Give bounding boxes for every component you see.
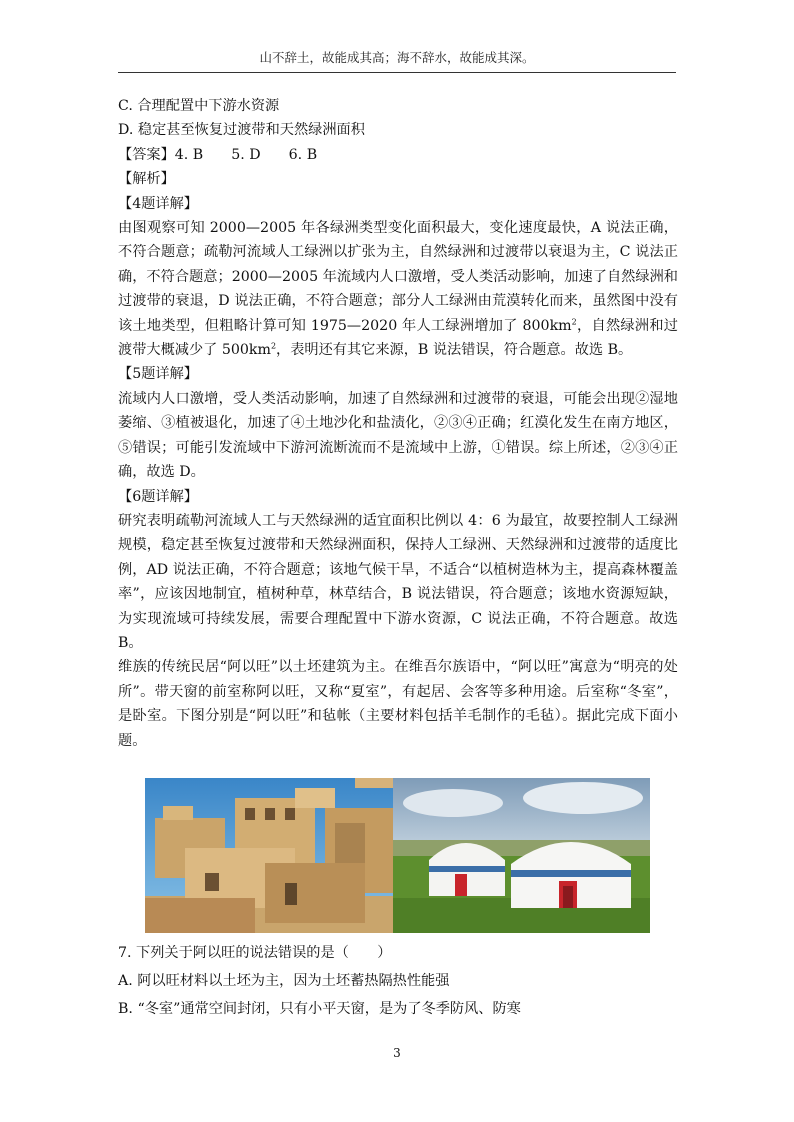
q4-sup-2: 2 [270,341,277,351]
question-7-option-a: A. 阿以旺材料以土坯为主，因为土坯蓄热隔热性能强 [118,973,450,989]
question-7-option-b: B. “冬室”通常空间封闭，只有小平天窗，是为了冬季防风、防寒 [118,1001,521,1017]
q4-explanation [118,216,678,362]
analysis-label: 【解析】 [118,171,175,188]
q5-explanation: 流域内人口激增，受人类活动影响，加速了自然绿洲和过渡带的衰退，可能会出现②湿地萎缩、③植被退化，加速了④土地沙化和盐渍化，②③④正确；红漠化发生在南方地区，⑤错误；可能引发流域中下游河流断流而不是流域中上游，①错误。综上所述，②③④正确，故选 D。 [118,390,678,481]
question-7-block [118,939,678,1023]
q6-heading: 【6题详解】 [118,488,198,505]
answer-line [118,143,678,167]
page-header-motto: 山不辞土，故能成其高；海不辞水，故能成其深。 [259,50,535,65]
question-7-stem: 7. 下列关于阿以旺的说法错误的是（ ） [118,945,392,961]
option-c-previous: C. 合理配置中下游水资源 [118,98,280,114]
q4-sup-1: 2 [571,316,577,326]
header-rule [118,72,676,73]
material-paragraph: 维族的传统民居“阿以旺”以土坯建筑为主。在维吾尔族语中，“阿以旺”寓意为“明亮的处所”。带天窗的前室称阿以旺，又称“夏室”，有起居、会客等多种用途。后室称“冬室”，是卧室。下图分别是“阿以旺”和毡帐（主要材料包括羊毛制作的毛毡）。据此完成下面小题。 [118,659,678,749]
figure-photos [145,778,650,933]
option-d-previous: D. 稳定甚至恢复过渡带和天然绿洲面积 [118,122,365,139]
q4-heading: 【4题详解】 [118,195,198,212]
felt-tent-photo [393,778,650,933]
answer-6: 6. B [288,146,318,163]
page-number: 3 [393,1046,401,1060]
answer-5: 5. D [231,146,261,163]
aywang-house-photo [145,778,393,933]
q4-text-2: ，自然绿洲和过渡带大概减少了 500km [118,317,678,359]
q5-heading: 【5题详解】 [118,366,198,383]
q4-text-1: 由图观察可知 2000—2005 年各绿洲类型变化面积最大，变化速度最快，A 说法正确，不符合题意；疏勒河流域人工绿洲以扩张为主，自然绿洲和过渡带以衰退为主，C 说法正确，不符合题意；2000—2005 年流域内人口激增，受人类活动影响，加速了自然绿洲和过渡带的衰退，D 说法正确，不符合题意；部分人工绿洲由荒漠转化而来，虽然图中没有该土地类型，但粗略计算可知 1975—2020 年人工绿洲增加了 800km [118,220,678,334]
answer-4: 【答案】4. B [118,146,204,163]
q4-text-3: ，表明还有其它来源，B 说法错误，符合题意。故选 B。 [276,342,633,359]
q6-explanation: 研究表明疏勒河流域人工与天然绿洲的适宜面积比例以 4：6 为最宜，故要控制人工绿洲规模，稳定甚至恢复过渡带和天然绿洲面积，保持人工绿洲、天然绿洲和过渡带的适度比例，AD 说法正确，不符合题意；该地气候干旱，不适合“以植树造林为主，提高森林覆盖率”，应该因地制宜，植树种草，林草结合，B 说法错误，符合题意；该地水资源短缺，为实现流域可持续发展，需要合理配置中下游水资源，C 说法正确，不符合题意。故选 B。 [118,512,678,651]
page-content [118,94,678,753]
